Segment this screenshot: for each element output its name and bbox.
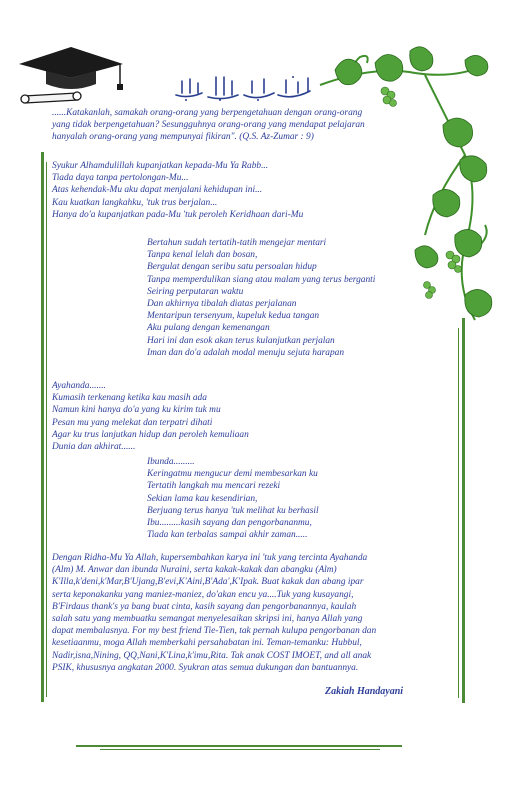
- dedication-line: (Alm) M. Anwar dan ibunda Nuraini, serta kakak-kakak dan abangku (Alm): [52, 565, 337, 576]
- quran-quote: [52, 107, 365, 144]
- mother-line: Tiada kan terbalas sampai akhir zaman.....: [147, 530, 308, 541]
- poem-line: Tanpa kenal lelah dan bosan,: [147, 250, 258, 261]
- father-line: Dunia dan akhirat......: [52, 442, 136, 453]
- gratitude-line: Syukur Alhamdulillah kupanjatkan kepada-Mu Ya Rabb...: [52, 161, 269, 171]
- dedication-line: Dengan Ridha-Mu Ya Allah, kupersembahkan karya ini 'tuk yang tercinta Ayahanda: [52, 553, 368, 563]
- dedication-line: K'Illa,k'deni,k'Mar,B'Ujang,B'evi,K'Aini,B'Ada',K'Ipak. Buat kakak dan abang ipar: [52, 577, 364, 588]
- father-line: Ayahanda.......: [52, 381, 106, 391]
- poem-line: Tanpa memperdulikan siang atau malam yang terus berganti: [147, 274, 376, 285]
- poem-line: Seiring perputaran waktu: [147, 286, 244, 297]
- father-line: Kumasih terkenang ketika kau masih ada: [52, 393, 207, 404]
- quote-line: ......Katakanlah, samakah orang-orang yang berpengetahuan dengan orang-orang: [52, 108, 363, 118]
- signature-name: Zakiah Handayani: [325, 686, 404, 697]
- poem-line: Hari ini dan esok akan terus kulanjutkan perjalan: [147, 335, 335, 346]
- diploma-scroll-icon: [21, 92, 81, 103]
- mother-stanza: [147, 456, 319, 541]
- father-line: Namun kini hanya do'a yang ku kirim tuk mu: [52, 405, 221, 416]
- poem-line: Dan akhirnya tibalah diatas perjalanan: [147, 299, 297, 310]
- gratitude-stanza: [52, 160, 303, 221]
- poem-line: Bertahun sudah tertatih-tatih mengejar mentari: [147, 238, 327, 248]
- poem-line: Bergulat dengan seribu satu persoalan hidup: [147, 262, 317, 273]
- poem-stanza: [147, 237, 375, 359]
- father-line: Agar ku trus lanjutkan hidup dan peroleh kemuliaan: [52, 429, 249, 440]
- gratitude-line: Atas kehendak-Mu aku dapat menjalani kehidupan ini...: [52, 185, 263, 196]
- mother-line: Ibu.........kasih sayang dan pengorbananmu,: [147, 518, 312, 529]
- dedication-line: dapat membalasnya. For my best friend Tie-Tien, tak pernah kulupa pengorbanan dan: [52, 626, 377, 637]
- mother-line: Tertatih langkah mu mencari rezeki: [147, 481, 281, 492]
- poem-line: Aku pulang dengan kemenangan: [147, 323, 270, 334]
- gratitude-line: Kau kuatkan langkahku, 'tuk trus berjalan...: [52, 197, 218, 208]
- gratitude-line: Tiada daya tanpa pertolongan-Mu...: [52, 173, 189, 184]
- dedication-line: serta keponakanku yang maniez-maniez, do'akan encu ya....Tuk yang kusayangi,: [52, 589, 354, 600]
- dedication-line: PSIK, khususnya angkatan 2000. Syukran atas semua dukungan dan bantuannya.: [52, 662, 359, 673]
- dedication-line: kesetiaanmu, moga Allah memberkahi persahabatan ini. Teman-temanku: Hubbul,: [52, 638, 362, 649]
- mother-line: Ibunda.........: [147, 457, 195, 467]
- bismillah-calligraphy: [168, 73, 318, 103]
- dedication-line: Nadir,isna,Nining, QQ,Nani,K'Lina,k'imu,Rita. Tak anak COST IMOET, and all anak: [52, 650, 372, 661]
- frame-left-line: [41, 152, 44, 702]
- frame-right-line-thin: [458, 328, 459, 698]
- frame-bottom-line-thin: [100, 749, 380, 750]
- poem-line: Mentaripun tersenyum, kupeluk kedua tangan: [147, 311, 320, 322]
- mother-line: Sekian lama kau kesendirian,: [147, 493, 258, 504]
- dedication-line: salah satu yang membuatku semangat menyelesaikan skripsi ini, hanya Allah yang: [52, 614, 363, 625]
- frame-bottom-line: [76, 745, 402, 747]
- frame-left-line-thin: [46, 162, 47, 697]
- dedication-paragraph: [52, 552, 376, 674]
- father-line: Pesan mu yang melekat dan terpatri dihati: [52, 417, 213, 428]
- gratitude-line: Hanya do'a kupanjatkan pada-Mu 'tuk peroleh Keridhaan dari-Mu: [52, 209, 304, 220]
- quote-line: yang tidak berpengetahuan? Sesungguhnya orang-orang yang mendapat pelajaran: [52, 120, 365, 131]
- quote-line: hanyalah orang-orang yang mempunyai fikiran". (Q.S. Az-Zumar : 9): [52, 132, 314, 143]
- mother-line: Berjuang terus hanya 'tuk melihat ku berhasil: [147, 505, 319, 516]
- dedication-line: B'Firdaus thank's ya bang buat cinta, kasih sayang dan pengorbanannya, kaulah: [52, 601, 357, 612]
- father-stanza: [52, 380, 249, 453]
- poem-line: Iman dan do'a adalah modal menuju sejuta harapan: [147, 347, 345, 358]
- graduation-cap-icon: [16, 44, 126, 109]
- mother-line: Keringatmu mengucur demi membesarkan ku: [147, 469, 318, 480]
- frame-right-line: [462, 318, 465, 703]
